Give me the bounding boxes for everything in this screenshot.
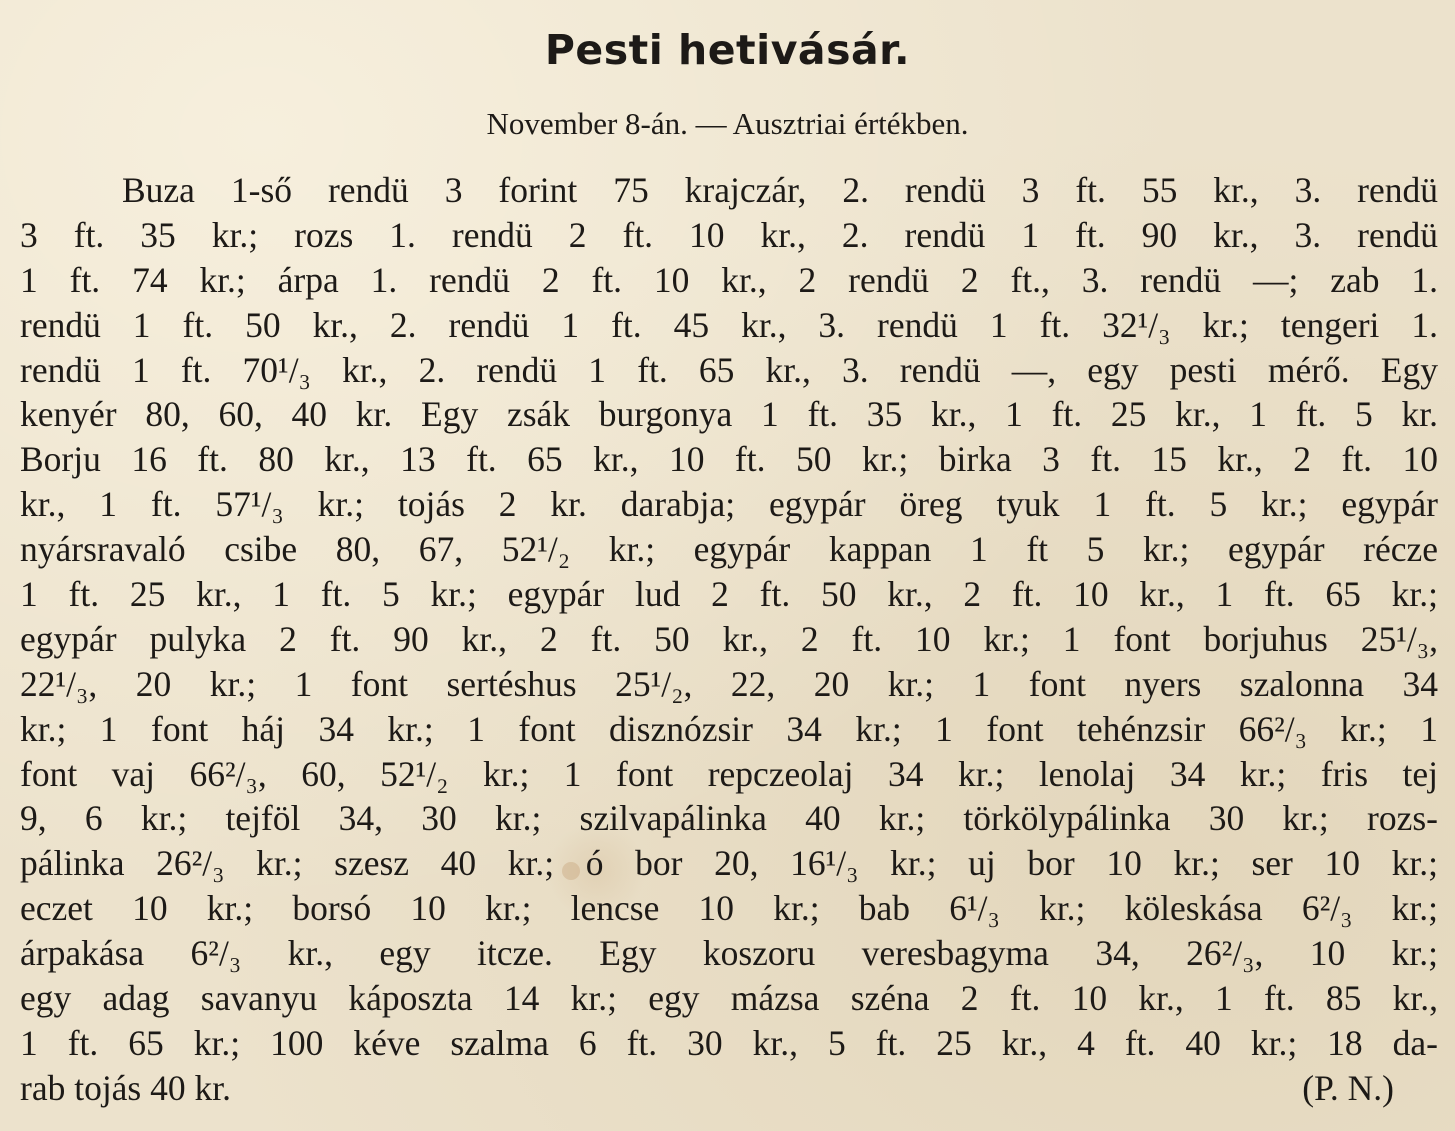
article-subtitle: November 8-án. — Ausztriai értékben. bbox=[486, 106, 969, 141]
text-line: 1 ft. 65 kr.; 100 kéve szalma 6 ft. 30 kr., 5 ft. 25 kr., 4 ft. 40 kr.; 18 da- bbox=[20, 1022, 1438, 1063]
signature: (P. N.) bbox=[1302, 1067, 1394, 1108]
text-line: eczet 10 kr.; borsó 10 kr.; lencse 10 kr.; bab 6¹/₃ kr.; köleskása 6²/₃ kr.; bbox=[20, 888, 1438, 929]
text-line: árpakása 6²/₃ kr., egy itcze. Egy koszoru veresbagyma 34, 26²/₃, 10 kr.; bbox=[20, 933, 1438, 974]
text-line: kr., 1 ft. 57¹/₃ kr.; tojás 2 kr. darabja; egypár öreg tyuk 1 ft. 5 kr.; egypár bbox=[20, 484, 1438, 525]
text-line: nyársravaló csibe 80, 67, 52¹/₂ kr.; egypár kappan 1 ft 5 kr.; egypár récze bbox=[20, 529, 1438, 570]
text-line: Buza 1-ső rendü 3 forint 75 krajczár, 2. rendü 3 ft. 55 kr., 3. rendü bbox=[122, 170, 1438, 210]
article-body bbox=[20, 168, 1438, 1111]
text-line: Borju 16 ft. 80 kr., 13 ft. 65 kr., 10 ft. 50 kr.; birka 3 ft. 15 kr., 2 ft. 10 bbox=[20, 439, 1438, 480]
text-line: rendü 1 ft. 70¹/₃ kr., 2. rendü 1 ft. 65 kr., 3. rendü —, egy pesti mérő. Egy bbox=[20, 349, 1438, 390]
text-line: pálinka 26²/₃ kr.; szesz 40 kr.; ó bor 20, 16¹/₃ kr.; uj bor 10 kr.; ser 10 kr.; bbox=[20, 843, 1438, 884]
text-line-last bbox=[20, 1066, 1438, 1111]
text-line: rendü 1 ft. 50 kr., 2. rendü 1 ft. 45 kr., 3. rendü 1 ft. 32¹/₃ kr.; tengeri 1. bbox=[20, 304, 1438, 345]
text-line: 9, 6 kr.; tejföl 34, 30 kr.; szilvapálinka 40 kr.; törkölypálinka 30 kr.; rozs- bbox=[20, 798, 1438, 839]
text-line-final: rab tojás 40 kr. bbox=[20, 1067, 231, 1108]
text-line: 1 ft. 25 kr., 1 ft. 5 kr.; egypár lud 2 ft. 50 kr., 2 ft. 10 kr., 1 ft. 65 kr.; bbox=[20, 574, 1438, 615]
text-line: 3 ft. 35 kr.; rozs 1. rendü 2 ft. 10 kr., 2. rendü 1 ft. 90 kr., 3. rendü bbox=[20, 214, 1438, 255]
text-line: egy adag savanyu káposzta 14 kr.; egy mázsa széna 2 ft. 10 kr., 1 ft. 85 kr., bbox=[20, 978, 1438, 1019]
text-line: kenyér 80, 60, 40 kr. Egy zsák burgonya 1 ft. 35 kr., 1 ft. 25 kr., 1 ft. 5 kr. bbox=[20, 394, 1438, 435]
text-line: egypár pulyka 2 ft. 90 kr., 2 ft. 50 kr., 2 ft. 10 kr.; 1 font borjuhus 25¹/₃, bbox=[20, 618, 1438, 659]
text-line: 22¹/₃, 20 kr.; 1 font sertéshus 25¹/₂, 22, 20 kr.; 1 font nyers szalonna 34 bbox=[20, 663, 1438, 704]
text-line: font vaj 66²/₃, 60, 52¹/₂ kr.; 1 font repczeolaj 34 kr.; lenolaj 34 kr.; fris tej bbox=[20, 753, 1438, 794]
text-line: kr.; 1 font háj 34 kr.; 1 font disznózsir 34 kr.; 1 font tehénzsir 66²/₃ kr.; 1 bbox=[20, 708, 1438, 749]
text-line: 1 ft. 74 kr.; árpa 1. rendü 2 ft. 10 kr., 2 rendü 2 ft., 3. rendü —; zab 1. bbox=[20, 259, 1438, 300]
article-title: Pesti hetivásár. bbox=[544, 26, 911, 74]
